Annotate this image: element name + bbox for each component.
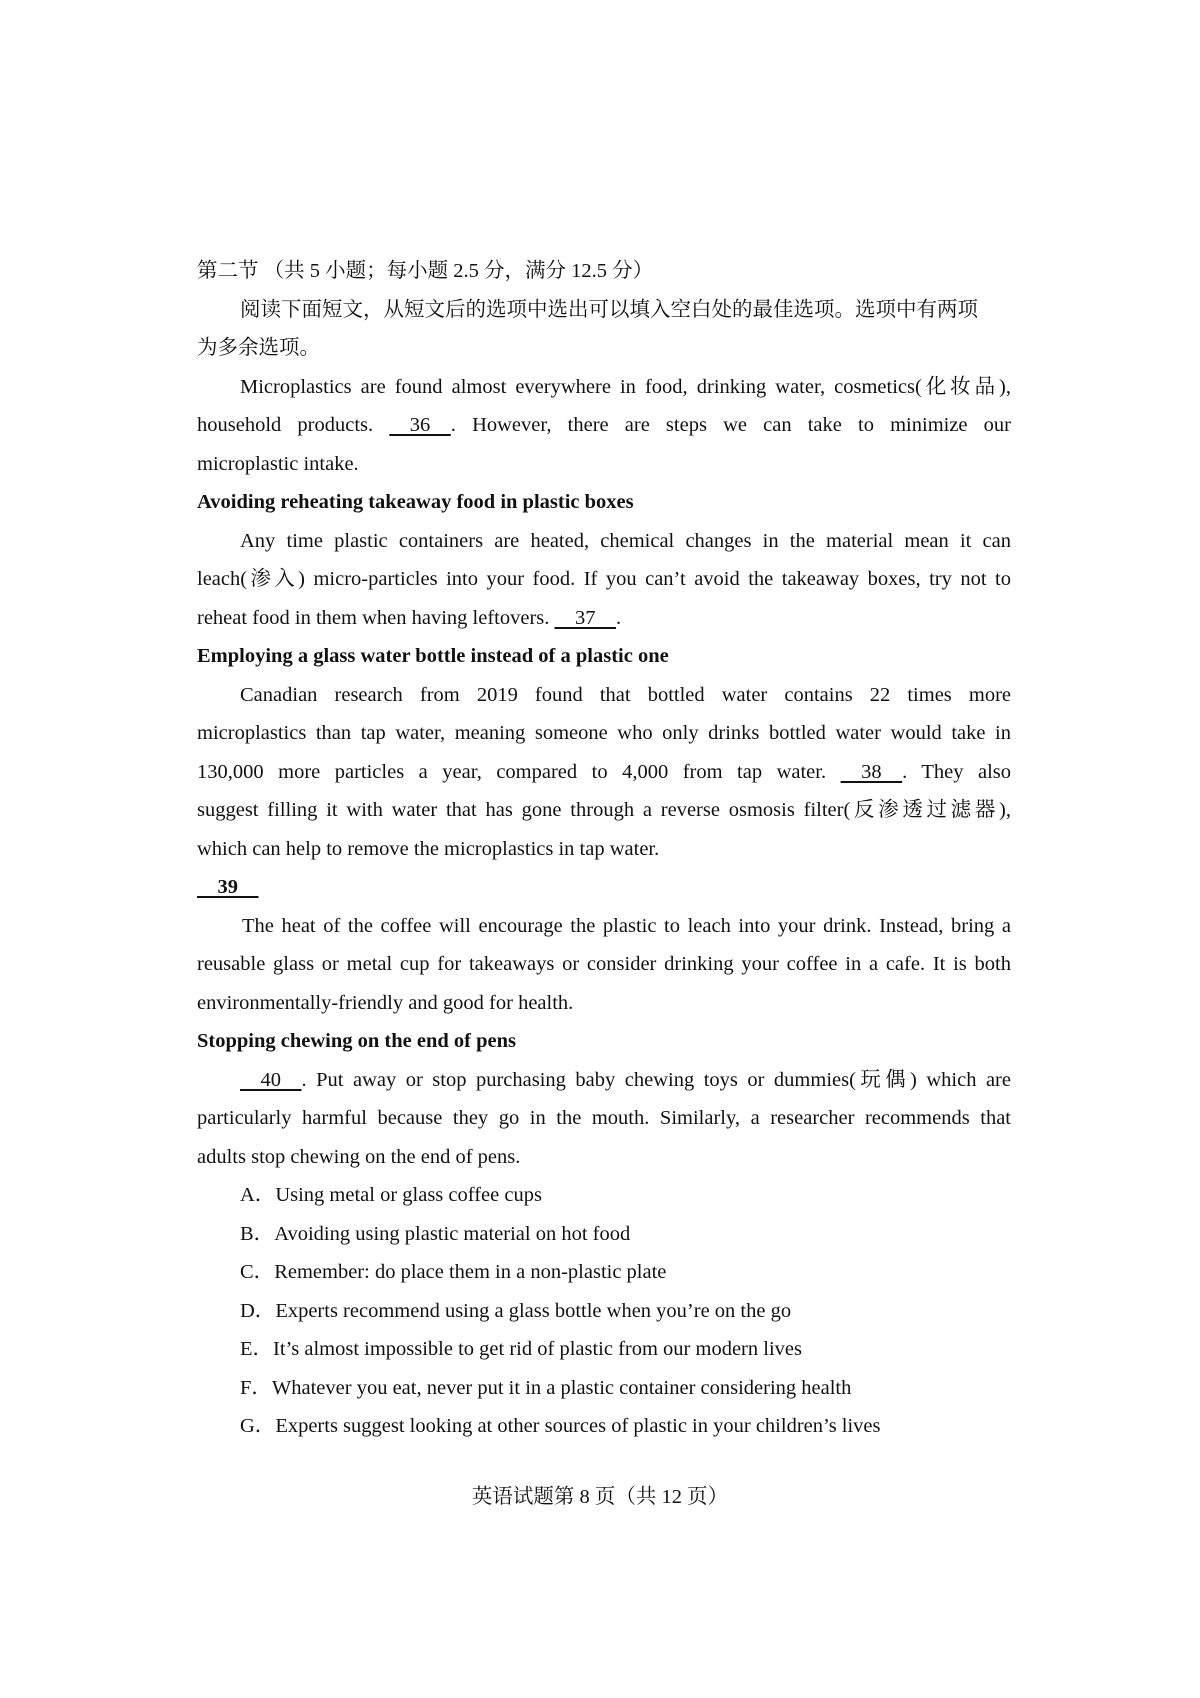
paragraph-4-line-1: The heat of the coffee will encourage the plastic to leach into your drink. Instead, bring a <box>242 914 1011 937</box>
paragraph-5-line-1 <box>197 1061 1011 1100</box>
option-letter: B． <box>240 1222 275 1245</box>
option-letter: F． <box>240 1376 272 1399</box>
option-letter: C． <box>240 1261 275 1283</box>
text-fragment: 130,000 more particles a year, compared to 4,000 from tap water. <box>197 760 841 783</box>
option-text: Experts suggest looking at other sources of plastic in your children’s lives <box>275 1415 881 1437</box>
blank-38: 38 <box>840 760 903 783</box>
instruction-line-1: 阅读下面短文，从短文后的选项中选出可以填入空白处的最佳选项。选项中有两项 <box>240 298 978 321</box>
blank-40: 40 <box>240 1068 302 1091</box>
option-text: Avoiding using plastic material on hot food <box>274 1222 631 1245</box>
option-e <box>197 1330 1011 1369</box>
text-fragment: . Put away or stop purchasing baby chewing toys or dummies(玩偶) which are <box>301 1068 1011 1091</box>
subheading-glass-bottle: Employing a glass water bottle instead of a plastic one <box>197 645 669 667</box>
page-footer: 英语试题第 8 页（共 12 页） <box>471 1486 729 1508</box>
option-text: Remember: do place them in a non-plastic plate <box>274 1261 667 1283</box>
option-g <box>197 1407 1011 1446</box>
paragraph-3-line-4: suggest filling it with water that has gone through a reverse osmosis filter(反渗透过滤器), <box>197 799 1011 821</box>
paragraph-3-line-2: microplastics than tap water, meaning someone who only drinks bottled water would take in <box>197 722 1011 744</box>
document-body <box>197 252 1011 1446</box>
subheading-blank-39 <box>197 868 1011 907</box>
text-fragment: household products. <box>197 414 390 436</box>
paragraph-1-line-3: microplastic intake. <box>197 452 359 475</box>
option-a <box>197 1176 1011 1215</box>
option-text: It’s almost impossible to get rid of plastic from our modern lives <box>273 1338 802 1360</box>
text-fragment: . <box>616 606 622 629</box>
paragraph-2-line-1: Any time plastic containers are heated, chemical changes in the material mean it can <box>240 529 1011 552</box>
subheading-reheating: Avoiding reheating takeaway food in plastic boxes <box>197 491 634 513</box>
option-text: Experts recommend using a glass bottle when you’re on the go <box>275 1299 792 1322</box>
paragraph-5-line-3: adults stop chewing on the end of pens. <box>197 1145 521 1168</box>
paragraph-2-line-3 <box>197 599 1011 638</box>
text-fragment: reheat food in them when having leftovers. <box>197 606 555 629</box>
option-d <box>197 1292 1011 1331</box>
paragraph-4-line-2: reusable glass or metal cup for takeaways or consider drinking your coffee in a cafe. It is both <box>197 953 1011 975</box>
blank-39: 39 <box>197 876 259 898</box>
option-text: Whatever you eat, never put it in a plastic container considering health <box>271 1376 852 1399</box>
option-letter: A． <box>240 1184 276 1206</box>
option-b <box>197 1215 1011 1254</box>
paragraph-1-line-1: Microplastics are found almost everywhere in food, drinking water, cosmetics(化妆品), <box>240 375 1011 398</box>
option-letter: D． <box>240 1299 276 1322</box>
paragraph-1-line-2 <box>197 406 1011 445</box>
paragraph-4-line-3: environmentally-friendly and good for health. <box>197 991 574 1014</box>
blank-36: 36 <box>389 414 451 436</box>
paragraph-3-line-1: Canadian research from 2019 found that bottled water contains 22 times more <box>240 683 1011 706</box>
instruction-line-2: 为多余选项。 <box>197 337 320 359</box>
text-fragment: . They also <box>902 760 1011 783</box>
paragraph-3-line-5: which can help to remove the microplastics in tap water. <box>197 837 660 860</box>
option-letter: E． <box>240 1338 274 1360</box>
text-fragment: . However, there are steps we can take to minimize our <box>450 414 1011 436</box>
paragraph-3-line-3 <box>197 753 1011 792</box>
option-c <box>197 1253 1011 1292</box>
blank-37: 37 <box>554 606 616 629</box>
subheading-pens: Stopping chewing on the end of pens <box>197 1030 516 1052</box>
section-header: 第二节 （共 5 小题；每小题 2.5 分，满分 12.5 分） <box>197 260 654 282</box>
option-letter: G． <box>240 1415 276 1437</box>
paragraph-5-line-2: particularly harmful because they go in the mouth. Similarly, a researcher recommends that <box>197 1107 1011 1129</box>
option-f <box>197 1369 1011 1408</box>
paragraph-2-line-2: leach(渗入) micro-particles into your food. If you can’t avoid the takeaway boxes, try not to <box>197 568 1011 590</box>
option-text: Using metal or glass coffee cups <box>275 1184 542 1206</box>
